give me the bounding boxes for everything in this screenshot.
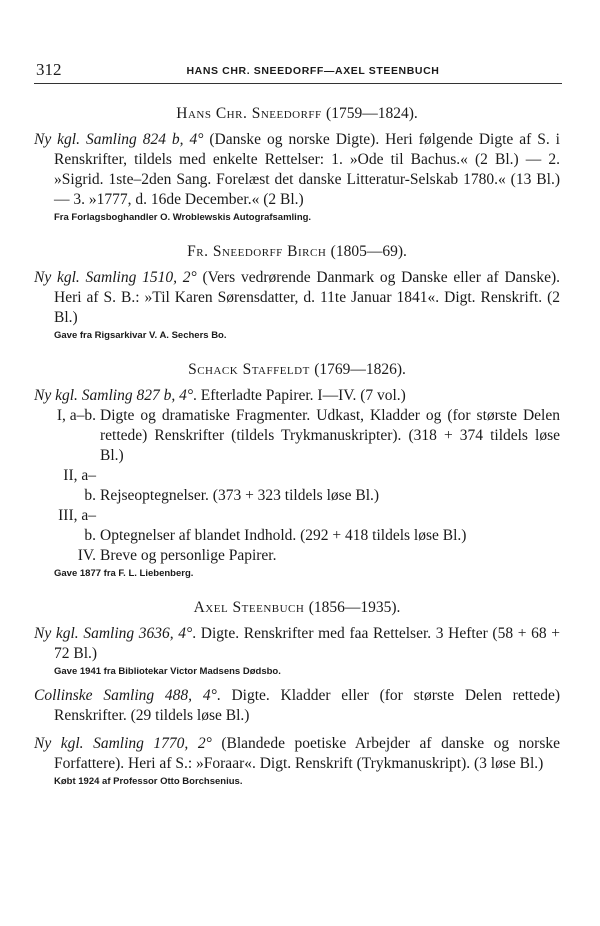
author-heading	[34, 242, 560, 262]
volume-number: I, a–b.	[56, 407, 96, 424]
author-name: Schack Staffeldt	[188, 361, 310, 378]
catalog-entry	[34, 268, 560, 328]
volume-item	[34, 546, 560, 566]
volume-item	[34, 466, 560, 506]
entry-text: (Vers vedrørende Danmark og Danske eller af Danske). Heri af S. B.: »Til Karen Sørensdatter, d. 11te Januar 1841«. Digt. Renskrift. (2 Bl.)	[54, 269, 560, 326]
running-title: HANS CHR. SNEEDORFF—AXEL STEENBUCH	[186, 65, 440, 77]
volume-text: Digte og dramatiske Fragmenter. Udkast, Kladder og (for største Delen rettede) Renskrifter (tildels Trykmanuskripter). (318 + 374 tildels løse Bl.)	[100, 407, 560, 464]
author-heading	[34, 104, 560, 124]
author-heading	[34, 360, 560, 380]
volume-number: II, a–b.	[63, 467, 96, 504]
page-number: 312	[36, 60, 62, 79]
catalog-entry	[34, 624, 560, 664]
author-name: Fr. Sneedorff Birch	[187, 243, 327, 260]
shelfmark: Collinske Samling 488, 4°	[34, 687, 217, 704]
volume-item	[34, 406, 560, 466]
volume-text: Breve og personlige Papirer.	[100, 547, 277, 564]
volume-item	[34, 506, 560, 546]
provenance-note: Gave 1941 fra Bibliotekar Victor Madsens Dødsbo.	[54, 666, 281, 677]
entry-text: (Blandede poetiske Arbejder af danske og norske Forfattere). Heri af S.: »Foraar«. Digt. Renskrift (Trykmanuskript). (3 løse Bl.)	[54, 735, 560, 772]
header-rule	[34, 83, 562, 84]
author-name: Axel Steenbuch	[193, 599, 305, 616]
shelfmark: Ny kgl. Samling 824 b, 4°	[34, 131, 204, 148]
volume-text: Rejseoptegnelser. (373 + 323 tildels løse Bl.)	[100, 487, 380, 504]
author-dates: (1759—1824).	[326, 105, 418, 122]
shelfmark: Ny kgl. Samling 1510, 2°	[34, 269, 197, 286]
page-body	[34, 95, 560, 806]
volume-number: IV.	[77, 547, 96, 564]
provenance-note: Gave fra Rigsarkivar V. A. Sechers Bo.	[54, 330, 227, 341]
catalog-entry	[34, 130, 560, 210]
author-name: Hans Chr. Sneedorff	[176, 105, 322, 122]
shelfmark: Ny kgl. Samling 827 b, 4°	[34, 387, 194, 404]
author-heading	[34, 598, 560, 618]
catalog-entry	[34, 386, 560, 406]
volume-number: III, a–b.	[58, 507, 96, 544]
entry-text: . Efterladte Papirer. I—IV. (7 vol.)	[193, 387, 406, 404]
shelfmark: Ny kgl. Samling 1770, 2°	[34, 735, 212, 752]
running-head	[36, 60, 560, 82]
author-dates: (1805—69).	[330, 243, 407, 260]
provenance-note: Købt 1924 af Professor Otto Borchsenius.	[54, 776, 243, 787]
entry-text: . Digte. Renskrifter med faa Rettelser. 3 Hefter (58 + 68 + 72 Bl.)	[54, 625, 560, 662]
shelfmark: Ny kgl. Samling 3636, 4°	[34, 625, 193, 642]
volume-text: Optegnelser af blandet Indhold. (292 + 418 tildels løse Bl.)	[100, 527, 467, 544]
catalog-entry	[34, 686, 560, 726]
entry-text: . Digte. Kladder eller (for største Delen rettede) Renskrifter. (29 tildels løse Bl.)	[54, 687, 560, 724]
entry-text: (Danske og norske Digte). Heri følgende Digte af S. i Renskrifter, tildels med enkelte Rettelser: 1. »Ode til Bachus.« (2 Bl.) — 2. »Sigrid. 1ste–2den Sang. Forelæst det danske Litteratur-Selskab 1780.« (13 Bl.) — 3. »1777, d. 16de December.« (2 Bl.)	[54, 131, 560, 208]
provenance-note: Fra Forlagsboghandler O. Wroblewskis Autografsamling.	[54, 212, 312, 223]
author-dates: (1769—1826).	[314, 361, 406, 378]
author-dates: (1856—1935).	[308, 599, 401, 616]
catalog-entry	[34, 734, 560, 774]
provenance-note: Gave 1877 fra F. L. Liebenberg.	[54, 568, 194, 579]
